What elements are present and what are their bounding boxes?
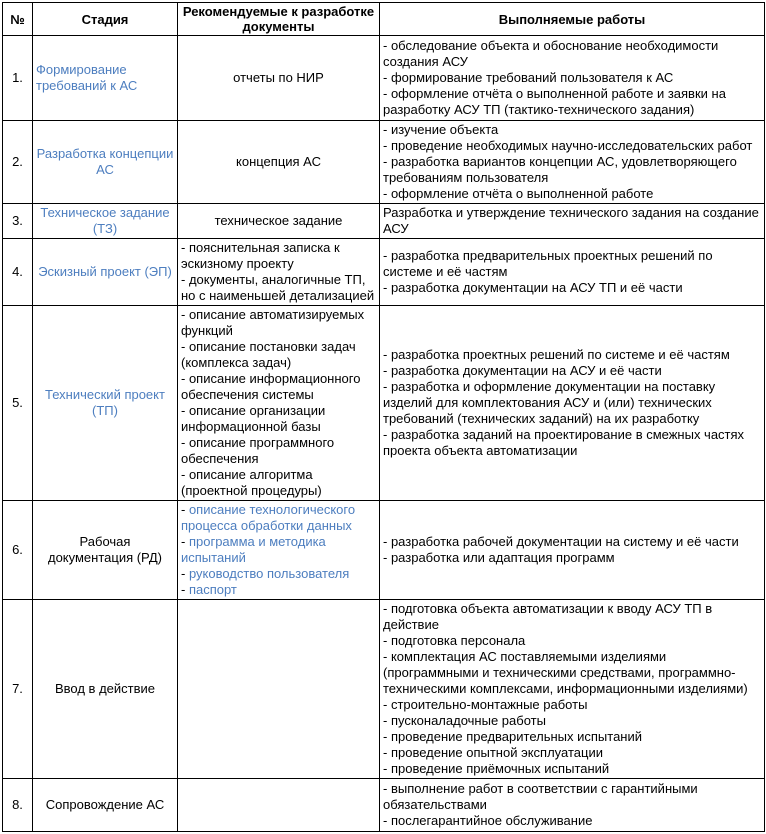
header-row — [3, 3, 765, 36]
document-link[interactable]: описание технологического процесса обработки данных — [181, 502, 356, 533]
document-item: - паспорт — [181, 582, 237, 597]
works-cell — [380, 239, 765, 306]
work-item: - проведение предварительных испытаний — [383, 729, 643, 744]
work-item: - оформление отчёта о выполненной работе и заявки на разработку АСУ ТП (тактико-технического задания) — [383, 86, 726, 117]
stage-link[interactable]: Формирование требований к АС — [36, 62, 138, 93]
table-row — [3, 204, 765, 239]
work-item: - разработка предварительных проектных решений по системе и её частям — [383, 248, 713, 279]
work-item: - формирование требований пользователя к АС — [383, 70, 674, 85]
document-text: концепция АС — [236, 154, 321, 169]
stage-link[interactable]: Эскизный проект (ЭП) — [38, 264, 172, 279]
stage-link[interactable]: Разработка концепции АС — [36, 146, 174, 177]
works-cell — [380, 306, 765, 501]
work-item: - выполнение работ в соответствии с гарантийными обязательствами — [383, 781, 698, 812]
document-text: - описание информационного обеспечения системы — [181, 371, 361, 402]
table-row — [3, 501, 765, 600]
stage-cell — [33, 306, 178, 501]
stage-cell — [33, 239, 178, 306]
works-cell — [380, 204, 765, 239]
document-item — [181, 371, 376, 403]
table-header — [3, 3, 765, 36]
document-item — [181, 339, 376, 371]
document-text: - пояснительная записка к эскизному проекту — [181, 240, 340, 271]
documents-cell — [178, 204, 380, 239]
table-row — [3, 600, 765, 779]
table-row — [3, 121, 765, 204]
work-item: - разработка рабочей документации на систему и её части — [383, 534, 739, 549]
documents-cell — [178, 306, 380, 501]
work-item: Разработка и утверждение технического задания на создание АСУ — [383, 205, 759, 236]
work-item: - разработка вариантов концепции АС, удовлетворяющего требованиям пользователя — [383, 154, 737, 185]
stage-cell — [33, 36, 178, 121]
stage-cell — [33, 121, 178, 204]
column-header-documents: Рекомендуемые к разработке документы — [178, 3, 380, 36]
table-row — [3, 779, 765, 832]
row-number-cell: 4. — [3, 239, 33, 306]
row-number-cell: 1. — [3, 36, 33, 121]
work-item: - проведение необходимых научно-исследовательских работ — [383, 138, 753, 153]
work-item: - разработка и оформление документации на поставку изделий для комплектования АСУ и (или) технических требований (технических заданий) на их разработку — [383, 379, 716, 426]
work-item: - разработка или адаптация программ — [383, 550, 615, 565]
table-row — [3, 36, 765, 121]
stage-cell — [33, 779, 178, 832]
stage-cell — [33, 204, 178, 239]
works-cell — [380, 779, 765, 832]
table-body — [3, 36, 765, 832]
document-text: - описание программного обеспечения — [181, 435, 335, 466]
column-header-number: № — [3, 3, 33, 36]
documents-cell — [178, 600, 380, 779]
document-text: - описание постановки задач (комплекса задач) — [181, 339, 356, 370]
row-number-cell: 6. — [3, 501, 33, 600]
work-item: - разработка проектных решений по системе и её частям — [383, 347, 730, 362]
document-item — [181, 240, 376, 272]
row-number-cell: 7. — [3, 600, 33, 779]
documents-cell — [178, 36, 380, 121]
work-item: - послегарантийное обслуживание — [383, 813, 593, 828]
document-item — [181, 435, 376, 467]
document-item: - руководство пользователя — [181, 566, 350, 581]
column-header-stage: Стадия — [33, 3, 178, 36]
stage-label: Рабочая документация (РД) — [47, 534, 162, 565]
work-item: - оформление отчёта о выполненной работе — [383, 186, 654, 201]
works-cell — [380, 501, 765, 600]
stage-cell — [33, 501, 178, 600]
document-text: - документы, аналогичные ТП, но с наименьшей детализацией — [181, 272, 375, 303]
work-item: - строительно-монтажные работы — [383, 697, 588, 712]
work-item: - комплектация АС поставляемыми изделиями (программными и техническими средствами, программно-техническими комплексами, информационными изделиями) — [383, 649, 748, 696]
document-item — [181, 213, 376, 229]
document-item: - программа и методика испытаний — [181, 534, 326, 565]
row-number-cell: 3. — [3, 204, 33, 239]
document-item — [181, 272, 376, 304]
work-item: - подготовка персонала — [383, 633, 526, 648]
row-number-cell: 2. — [3, 121, 33, 204]
document-item — [181, 154, 376, 170]
column-header-works: Выполняемые работы — [380, 3, 765, 36]
work-item: - изучение объекта — [383, 122, 499, 137]
stage-link[interactable]: Техническое задание (ТЗ) — [40, 205, 170, 236]
works-cell — [380, 36, 765, 121]
document-link[interactable]: программа и методика испытаний — [181, 534, 326, 565]
stage-label: Ввод в действие — [54, 681, 156, 696]
document-text: техническое задание — [214, 213, 343, 228]
stage-cell — [33, 600, 178, 779]
document-text: - описание алгоритма (проектной процедуры) — [181, 467, 322, 498]
document-item — [181, 403, 376, 435]
work-item: - проведение приёмочных испытаний — [383, 761, 610, 776]
document-item: - описание технологического процесса обработки данных — [181, 502, 356, 533]
work-item: - обследование объекта и обоснование необходимости создания АСУ — [383, 38, 719, 69]
work-item: - разработка заданий на проектирование в смежных частях проекта объекта автоматизации — [383, 427, 745, 458]
documents-cell — [178, 779, 380, 832]
document-text: - описание организации информационной базы — [181, 403, 326, 434]
stage-link[interactable]: Технический проект (ТП) — [45, 387, 165, 418]
documents-cell — [178, 239, 380, 306]
documents-cell — [178, 121, 380, 204]
work-item: - пусконаладочные работы — [383, 713, 546, 728]
table-row — [3, 239, 765, 306]
document-text: отчеты по НИР — [233, 70, 324, 85]
document-link[interactable]: паспорт — [188, 582, 237, 597]
works-cell — [380, 600, 765, 779]
document-item — [181, 467, 376, 499]
works-cell — [380, 121, 765, 204]
work-item: - подготовка объекта автоматизации к вводу АСУ ТП в действие — [383, 601, 713, 632]
stages-table — [2, 2, 765, 832]
row-number-cell: 5. — [3, 306, 33, 501]
documents-cell — [178, 501, 380, 600]
work-item: - проведение опытной эксплуатации — [383, 745, 603, 760]
document-text: - описание автоматизируемых функций — [181, 307, 365, 338]
document-link[interactable]: руководство пользователя — [188, 566, 350, 581]
work-item: - разработка документации на АСУ ТП и её части — [383, 280, 683, 295]
work-item: - разработка документации на АСУ и её части — [383, 363, 662, 378]
document-item — [181, 70, 376, 86]
document-item — [181, 307, 376, 339]
row-number-cell: 8. — [3, 779, 33, 832]
stage-label: Сопровождение АС — [45, 797, 165, 812]
table-row — [3, 306, 765, 501]
